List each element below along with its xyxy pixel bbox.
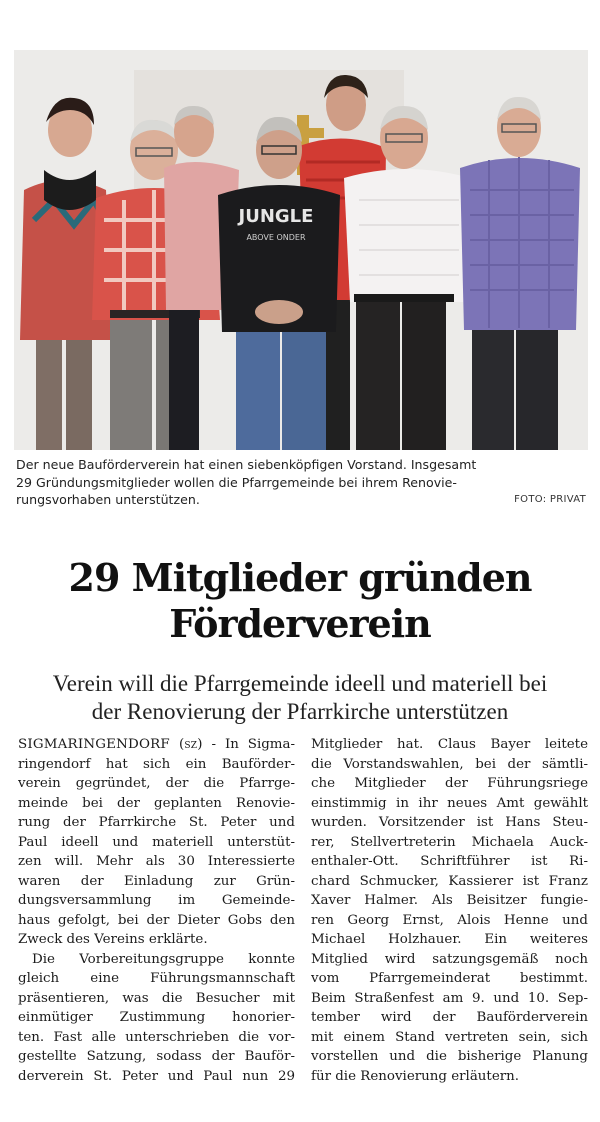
dateline: SIGMARINGENDORF (sz) (18, 737, 203, 752)
article-line: verein gegründet, der die Pfarrge- (18, 776, 295, 791)
article-line: rer, Stellvertreterin Michaela Auck- (311, 834, 588, 850)
group-photo-drawing (14, 50, 588, 450)
headline (0, 555, 600, 647)
article-line: Mitglieder hat. Claus Bayer leitete (311, 737, 588, 752)
article-line: SIGMARINGENDORF (sz) - In Sigma- (18, 737, 295, 752)
shirt-print-main: JUNGLE (238, 206, 314, 227)
article-line: Michael Holzhauer. Ein weiteres (311, 932, 588, 947)
caption-line-3: rungsvorhaben unterstützen. (16, 492, 200, 507)
article-line: dungsversammlung im Gemeinde- (18, 893, 295, 908)
article-line: enthaler-Ott. Schriftführer ist Ri- (311, 854, 588, 869)
article-line: Beim Straßenfest am 9. und 10. Sep- (311, 990, 588, 1006)
article-line: einstimmig in ihr neues Amt gewählt (311, 795, 588, 811)
caption-line-2: 29 Gründungsmitglieder wollen die Pfarrgemeinde bei ihrem Renovie- (16, 474, 457, 490)
article-line: che Mitglieder der Führungsriege (311, 776, 588, 791)
article-line: gestellte Satzung, sodass der Bauför- (18, 1049, 295, 1064)
article-line: waren der Einladung zur Grün- (18, 873, 295, 889)
headline-line-2: Förderverein (169, 601, 431, 646)
article-line: ren Georg Ernst, Alois Henne und (311, 912, 588, 928)
article-line: meinde bei der geplanten Renovie- (18, 795, 295, 811)
article-column-left (18, 735, 295, 1086)
article-line: vorstellen und die bisherige Planung (311, 1049, 588, 1064)
article-line: einmütiger Zustimmung honorier- (18, 1010, 295, 1025)
article-line: für die Renovierung erläutern. (311, 1068, 520, 1084)
article-column-right (311, 735, 588, 1086)
article-line: gleich eine Führungsmannschaft (18, 971, 295, 986)
article-line: Mitglied wird satzungsgemäß noch (311, 951, 588, 967)
article-line: Xaver Halmer. Als Beisitzer fungie- (311, 893, 588, 908)
article-line: wurden. Vorsitzender ist Hans Steu- (311, 815, 588, 830)
article-line: ten. Fast alle unterschrieben die vor- (18, 1029, 295, 1045)
article-line: tember wird der Bauförderverein (311, 1010, 588, 1025)
shirt-print-sub: ABOVE ONDER (246, 233, 306, 242)
article-line: ringendorf hat sich ein Bauförder- (18, 756, 295, 772)
photo-credit: FOTO: PRIVAT (514, 494, 586, 505)
article-line: Die Vorbereitungsgruppe konnte (32, 951, 295, 967)
photo-caption (16, 456, 586, 509)
article-line: Zweck des Vereins erklärte. (18, 932, 208, 947)
article-line: chard Schmucker, Kassierer ist Franz (311, 873, 588, 889)
article-line: vom Pfarrgemeinderat bestimmt. (311, 971, 588, 986)
article-line: zen will. Mehr als 30 Interessierte (18, 854, 295, 869)
article-line: haus gefolgt, bei der Dieter Gobs den (18, 912, 295, 928)
article-line: derverein St. Peter und Paul nun 29 (18, 1068, 295, 1084)
article-line: präsentieren, was die Besucher mit (18, 990, 295, 1006)
caption-line-1: Der neue Bauförderverein hat einen siebenköpfigen Vorstand. Insgesamt (16, 457, 477, 472)
subheadline-line-1: Verein will die Pfarrgemeinde ideell und materiell bei (52, 671, 548, 696)
article-line: die Vorstandswahlen, bei der sämtli- (311, 756, 588, 772)
article-line: mit einem Stand vertreten sein, sich (311, 1029, 588, 1045)
subheadline-line-2: der Renovierung der Pfarrkirche unterstützen (91, 699, 509, 724)
article-line: rung der Pfarrkirche St. Peter und (18, 815, 295, 830)
article-line: Paul ideell und materiell unterstüt- (18, 834, 295, 850)
headline-line-1: 29 Mitglieder gründen (68, 555, 532, 600)
group-photo (14, 50, 588, 450)
subheadline (0, 670, 600, 726)
